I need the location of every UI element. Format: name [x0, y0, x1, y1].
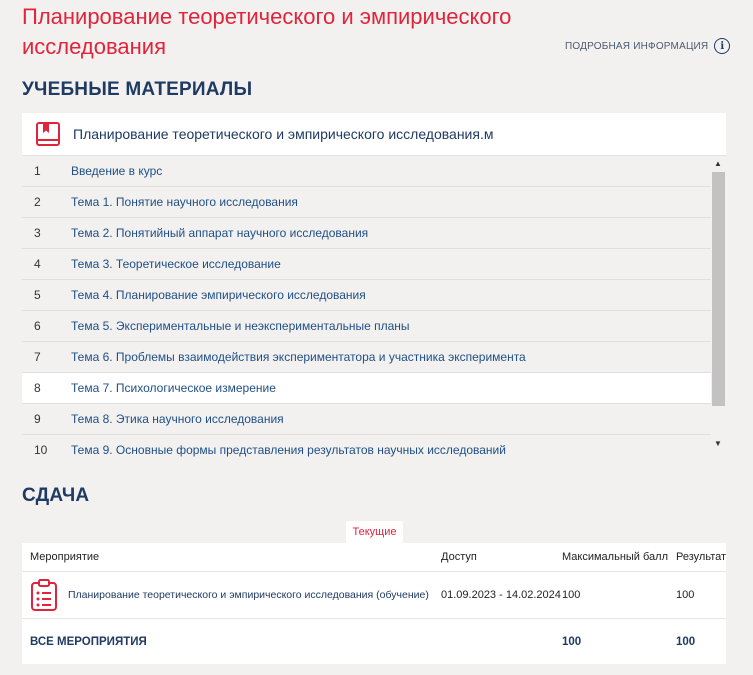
list-item-number: 4	[34, 257, 41, 271]
list-item-number: 10	[34, 443, 48, 457]
list-item[interactable]	[22, 280, 711, 311]
list-item[interactable]	[22, 187, 711, 218]
clipboard-icon	[30, 578, 58, 612]
column-header-result: Результат	[676, 551, 727, 563]
list-item-label: Тема 8. Этика научного исследования	[71, 412, 284, 426]
list-item-label: Тема 5. Экспериментальные и неэкспериментальные планы	[71, 319, 410, 333]
list-item-label: Тема 2. Понятийный аппарат научного исследования	[71, 226, 369, 240]
events-table	[22, 543, 726, 664]
list-item[interactable]	[22, 311, 711, 342]
total-max-score: 100	[562, 635, 582, 648]
list-item-number: 2	[34, 195, 41, 209]
list-item-number: 7	[34, 350, 41, 364]
list-item-number: 1	[34, 164, 41, 178]
list-item-number: 9	[34, 412, 41, 426]
scroll-thumb[interactable]	[712, 172, 725, 406]
list-item-label: Тема 4. Планирование эмпирического исследования	[71, 288, 366, 302]
materials-card-title: Планирование теоретического и эмпирического исследования.м	[73, 126, 494, 142]
max-score-cell: 100	[562, 589, 581, 601]
column-header-access: Доступ	[441, 551, 477, 563]
event-cell	[22, 578, 441, 612]
materials-heading: УЧЕБНЫЕ МАТЕРИАЛЫ	[22, 79, 253, 100]
list-item-number: 5	[34, 288, 41, 302]
scroll-up-icon[interactable]: ▲	[714, 159, 722, 168]
book-icon	[35, 121, 61, 147]
details-link-label: ПОДРОБНАЯ ИНФОРМАЦИЯ	[565, 40, 709, 52]
list-item-label: Введение в курс	[71, 164, 163, 178]
list-item[interactable]	[22, 249, 711, 280]
list-item-label: Тема 9. Основные формы представления результатов научных исследований	[71, 443, 506, 457]
list-item[interactable]	[22, 218, 711, 249]
list-item-number: 8	[34, 381, 41, 395]
column-header-event: Мероприятие	[30, 551, 100, 563]
total-result: 100	[676, 635, 696, 648]
materials-list	[22, 156, 726, 464]
list-item-label: Тема 3. Теоретическое исследование	[71, 257, 281, 271]
list-item-label: Тема 6. Проблемы взаимодействия экспериментатора и участника эксперимента	[71, 350, 526, 364]
event-link[interactable]: Планирование теоретического и эмпирического исследования (обучение)	[68, 589, 429, 601]
table-total-row	[22, 619, 726, 664]
column-header-max-score: Максимальный балл	[562, 551, 668, 563]
details-link[interactable]	[565, 38, 730, 54]
table-header	[22, 543, 726, 572]
list-item[interactable]	[22, 404, 711, 435]
list-scrollbar[interactable]	[711, 156, 726, 456]
list-item[interactable]	[22, 342, 711, 373]
tab-current[interactable]: Текущие	[346, 521, 403, 543]
list-item[interactable]	[22, 156, 711, 187]
list-item[interactable]	[22, 435, 711, 464]
list-item-label: Тема 7. Психологическое измерение	[71, 381, 276, 395]
access-cell: 01.09.2023 - 14.02.2024	[441, 589, 561, 601]
total-label: ВСЕ МЕРОПРИЯТИЯ	[30, 635, 147, 648]
list-item-number: 6	[34, 319, 41, 333]
scroll-down-icon[interactable]: ▼	[714, 439, 722, 448]
info-circle-icon: i	[714, 38, 730, 54]
materials-card[interactable]	[22, 113, 726, 156]
result-cell: 100	[676, 589, 695, 601]
table-row	[22, 572, 726, 619]
list-item[interactable]	[22, 373, 711, 404]
submission-heading: СДАЧА	[22, 485, 90, 506]
page-title: Планирование теоретического и эмпирического исследования	[22, 4, 512, 59]
list-item-label: Тема 1. Понятие научного исследования	[71, 195, 298, 209]
list-item-number: 3	[34, 226, 41, 240]
